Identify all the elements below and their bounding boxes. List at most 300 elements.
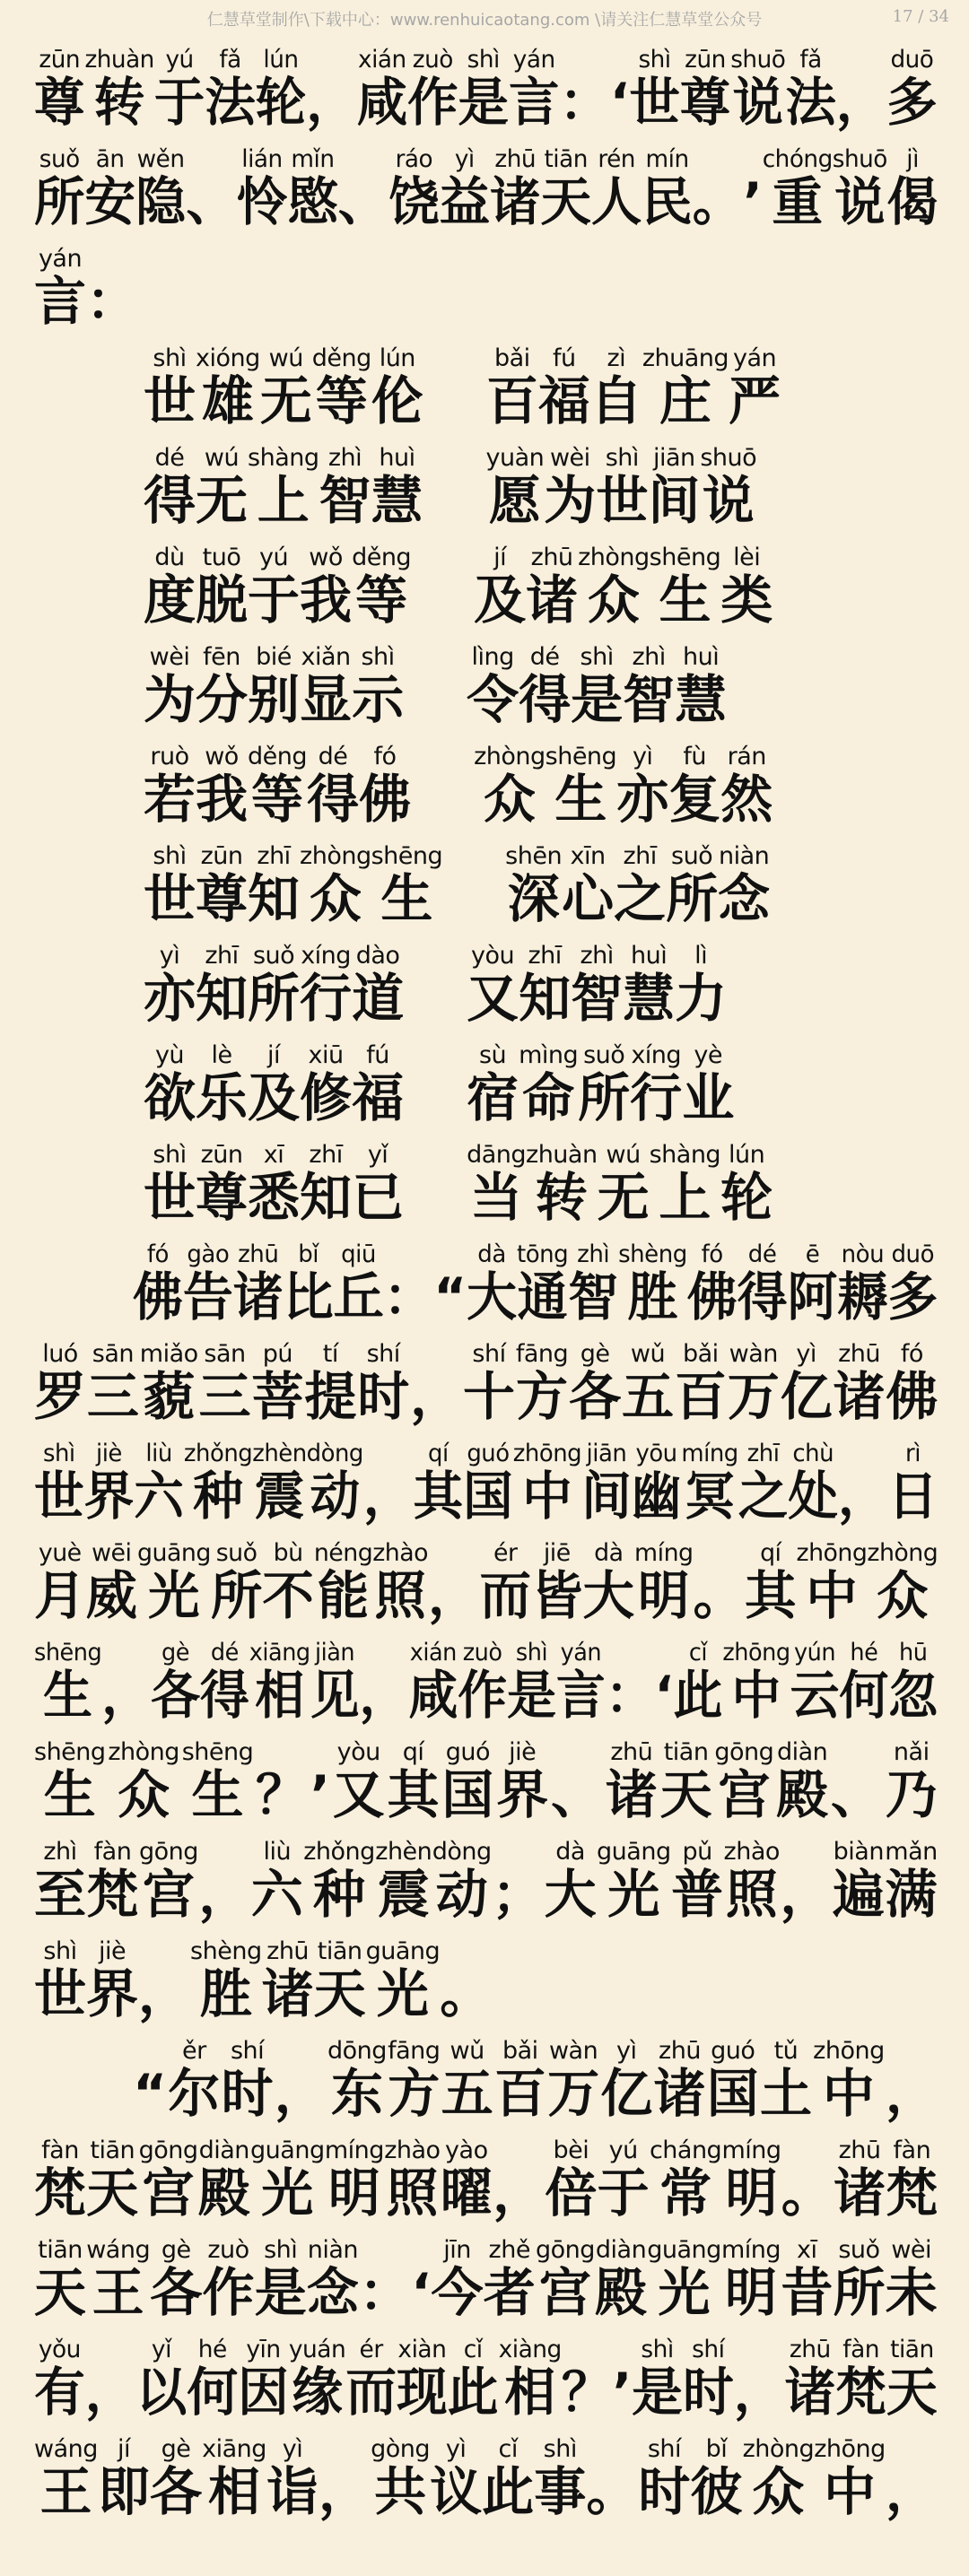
character-cell bbox=[407, 36, 458, 136]
hanzi-character: 所 bbox=[210, 1565, 263, 1626]
pinyin-annotation: wēi bbox=[92, 1539, 132, 1567]
pinyin-annotation: bù bbox=[273, 1539, 303, 1567]
pinyin-annotation: zhuàn bbox=[84, 46, 154, 74]
character-cell bbox=[540, 135, 590, 236]
hanzi-character: 世 bbox=[596, 470, 649, 531]
character-cell bbox=[887, 135, 938, 236]
pinyin-annotation: ān bbox=[95, 145, 125, 173]
character-cell bbox=[790, 1629, 840, 1729]
character-cell bbox=[190, 1928, 262, 2028]
pinyin-annotation: luó bbox=[42, 1340, 78, 1368]
character-cell bbox=[623, 633, 675, 734]
pinyin-annotation: wàn bbox=[729, 1340, 778, 1368]
hanzi-character: 众 bbox=[309, 868, 362, 929]
character-cell bbox=[310, 1728, 330, 1829]
pinyin-annotation: tiān bbox=[890, 2336, 934, 2363]
hanzi-character: 界 bbox=[86, 1963, 139, 2024]
pinyin-annotation: xíng bbox=[301, 942, 351, 970]
hanzi-character: 。 bbox=[781, 2163, 834, 2224]
pinyin-annotation: dé bbox=[154, 444, 185, 472]
character-cell bbox=[591, 135, 642, 236]
character-cell bbox=[307, 733, 359, 833]
hanzi-character: 光 bbox=[376, 1963, 429, 2024]
pinyin-annotation: pǔ bbox=[682, 1838, 712, 1866]
pinyin-annotation: xián bbox=[409, 1639, 457, 1667]
hanzi-character: 法 bbox=[205, 72, 256, 133]
hanzi-character: 修 bbox=[300, 1067, 353, 1128]
character-cell bbox=[222, 2027, 274, 2128]
pinyin-annotation: suǒ bbox=[838, 2236, 880, 2264]
pinyin-annotation: zuò bbox=[462, 1639, 502, 1667]
hanzi-character: 方 bbox=[388, 2063, 441, 2124]
pinyin-annotation: zhuāng bbox=[642, 344, 729, 372]
hanzi-character: 曜 bbox=[440, 2163, 493, 2224]
hanzi-character: 阿 bbox=[787, 1266, 838, 1327]
hanzi-character: 提 bbox=[304, 1366, 357, 1427]
pinyin-annotation: ruò bbox=[150, 743, 189, 770]
hanzi-character: 亿 bbox=[600, 2063, 653, 2124]
pinyin-annotation: fú bbox=[366, 1041, 389, 1069]
hanzi-character: 饶 bbox=[388, 171, 440, 232]
hanzi-character: 万 bbox=[547, 2063, 600, 2124]
hanzi-character: 遍 bbox=[832, 1864, 885, 1925]
character-cell bbox=[441, 2127, 493, 2227]
hanzi-character: ’ bbox=[612, 2362, 633, 2423]
pinyin-annotation: shí bbox=[692, 2336, 725, 2363]
pinyin-annotation: shì bbox=[543, 2435, 577, 2463]
character-cell bbox=[776, 1728, 828, 1829]
character-cell bbox=[388, 135, 439, 236]
hanzi-character: 丘 bbox=[333, 1266, 384, 1327]
character-cell bbox=[616, 733, 668, 833]
character-cell bbox=[144, 534, 196, 634]
pinyin-annotation: zhōng bbox=[813, 2037, 885, 2065]
hanzi-character: 力 bbox=[675, 968, 728, 1029]
hanzi-character: 间 bbox=[581, 1466, 632, 1527]
hanzi-character: 震 bbox=[254, 1466, 305, 1527]
text-line bbox=[34, 2127, 938, 2227]
character-cell bbox=[310, 1629, 360, 1729]
pinyin-annotation: dòng bbox=[306, 1440, 363, 1467]
pinyin-annotation: děng bbox=[248, 743, 308, 770]
hanzi-character: 何 bbox=[187, 2362, 239, 2423]
hanzi-character: 天 bbox=[540, 171, 591, 232]
character-cell bbox=[578, 1031, 630, 1132]
character-cell bbox=[496, 1728, 548, 1829]
character-cell bbox=[505, 832, 562, 933]
character-cell bbox=[474, 733, 546, 833]
pinyin-annotation: zhòng bbox=[300, 842, 371, 870]
hanzi-character: 菩 bbox=[251, 1366, 304, 1427]
pinyin-annotation: lì bbox=[694, 942, 708, 970]
pinyin-annotation: gòng bbox=[371, 2435, 431, 2463]
hanzi-character: 。 bbox=[693, 1565, 746, 1626]
hanzi-character: ： bbox=[605, 1665, 655, 1726]
hanzi-character: 、 bbox=[830, 1764, 883, 1825]
pinyin-annotation: shí bbox=[647, 2435, 681, 2463]
pinyin-annotation: jiè bbox=[509, 1738, 537, 1766]
pinyin-annotation: lún bbox=[379, 344, 415, 372]
character-cell bbox=[183, 1231, 233, 1331]
hanzi-character: 明 bbox=[725, 2163, 778, 2224]
text-line bbox=[34, 135, 938, 236]
hanzi-character: 相 bbox=[504, 2362, 556, 2423]
character-cell bbox=[486, 434, 545, 535]
character-cell bbox=[885, 1828, 937, 1928]
character-cell bbox=[300, 832, 371, 933]
hanzi-character: 佛 bbox=[359, 769, 412, 830]
pinyin-annotation bbox=[626, 1640, 633, 1667]
hanzi-character: 世 bbox=[629, 72, 680, 133]
hanzi-character: 、 bbox=[186, 171, 237, 232]
character-cell bbox=[728, 1330, 780, 1431]
text-line bbox=[34, 1330, 938, 1431]
character-cell bbox=[545, 2127, 597, 2227]
hanzi-character: 业 bbox=[682, 1067, 735, 1128]
character-cell bbox=[544, 434, 596, 535]
character-cell bbox=[680, 36, 730, 136]
pinyin-annotation: fó bbox=[373, 743, 397, 770]
hanzi-character: 示 bbox=[352, 669, 405, 730]
pinyin-annotation: shēng bbox=[649, 544, 721, 571]
character-cell bbox=[831, 1728, 883, 1829]
text-line bbox=[34, 235, 138, 335]
character-cell bbox=[867, 1529, 938, 1630]
character-cell bbox=[307, 1430, 363, 1530]
pinyin-annotation: xī bbox=[263, 1141, 284, 1169]
pinyin-annotation: yì bbox=[454, 145, 475, 173]
pinyin-annotation: zhě bbox=[488, 2236, 530, 2264]
character-cell bbox=[743, 135, 762, 236]
character-cell bbox=[256, 1728, 308, 1829]
hanzi-character: 中 bbox=[731, 1665, 781, 1726]
pinyin-annotation: zhào bbox=[384, 2137, 441, 2164]
pinyin-annotation: bèi bbox=[553, 2137, 589, 2164]
pinyin-annotation: tiān bbox=[38, 2236, 83, 2264]
pinyin-annotation: shēn bbox=[505, 842, 563, 870]
pinyin-annotation: xī bbox=[797, 2236, 817, 2264]
character-cell bbox=[886, 2027, 938, 2128]
hanzi-character: 佛 bbox=[686, 1266, 738, 1327]
pinyin-annotation: zhào bbox=[372, 1539, 429, 1567]
hanzi-character: 之 bbox=[738, 1466, 789, 1527]
character-cell bbox=[202, 2226, 254, 2327]
character-cell bbox=[814, 2425, 886, 2526]
hanzi-character: 乃 bbox=[885, 1764, 938, 1825]
hanzi-character: 尊 bbox=[196, 1167, 249, 1228]
pinyin-annotation bbox=[749, 146, 756, 173]
character-cell bbox=[571, 633, 623, 734]
pinyin-annotation bbox=[417, 2237, 424, 2264]
character-cell bbox=[516, 1330, 568, 1431]
hanzi-character: 福 bbox=[352, 1067, 405, 1128]
hanzi-character: 宫 bbox=[718, 1764, 771, 1825]
pinyin-annotation: wú bbox=[204, 444, 240, 472]
character-cell bbox=[738, 1231, 788, 1331]
character-cell bbox=[137, 1529, 211, 1630]
pinyin-annotation bbox=[616, 47, 624, 74]
pinyin-annotation: zhī bbox=[309, 1141, 343, 1169]
character-cell bbox=[547, 2027, 599, 2128]
hanzi-character: 咸 bbox=[408, 1665, 458, 1726]
hanzi-character: 月 bbox=[34, 1565, 86, 1626]
character-cell bbox=[352, 1031, 404, 1132]
hanzi-character: 时 bbox=[357, 1366, 410, 1427]
pinyin-annotation: diàn bbox=[595, 2236, 647, 2264]
hanzi-character: 六 bbox=[134, 1466, 184, 1527]
hanzi-character: 不 bbox=[262, 1565, 314, 1626]
pinyin-annotation: hé bbox=[850, 1639, 878, 1667]
pinyin-annotation: yán bbox=[733, 344, 777, 372]
hanzi-character: 生 bbox=[659, 570, 711, 631]
hanzi-character: 乐 bbox=[196, 1067, 249, 1128]
character-cell bbox=[34, 1529, 86, 1630]
character-cell bbox=[432, 1828, 492, 1928]
pinyin-annotation: zhì bbox=[327, 444, 362, 472]
hanzi-character: 是 bbox=[571, 669, 624, 730]
hanzi-character: 天 bbox=[34, 2262, 87, 2323]
character-cell bbox=[314, 1928, 366, 2028]
hanzi-character: 其 bbox=[745, 1565, 797, 1626]
hanzi-character: 欲 bbox=[144, 1067, 196, 1128]
pinyin-annotation bbox=[514, 1839, 521, 1866]
hanzi-character: ： bbox=[383, 1266, 434, 1327]
hanzi-character: 亦 bbox=[616, 769, 669, 830]
pinyin-annotation: mǐn bbox=[291, 145, 335, 173]
character-cell bbox=[187, 2326, 238, 2426]
character-cell bbox=[655, 1629, 674, 1729]
character-cell bbox=[536, 2226, 595, 2327]
header-watermark-text: 仁慧草堂制作\下载中心：www.renhuicaotang.com \请关注仁慧草堂公众号 bbox=[206, 11, 763, 30]
pinyin-annotation: guó bbox=[445, 1738, 490, 1766]
pinyin-annotation: suǒ bbox=[583, 1041, 625, 1069]
pinyin-annotation: yán bbox=[512, 46, 555, 74]
character-cell bbox=[650, 534, 721, 634]
character-cell bbox=[248, 434, 319, 535]
pinyin-annotation: dà bbox=[555, 1838, 585, 1866]
hanzi-character: 得 bbox=[144, 470, 196, 531]
character-cell bbox=[618, 1231, 687, 1331]
character-cell bbox=[448, 2326, 499, 2426]
pinyin-annotation: fú bbox=[553, 344, 576, 372]
pinyin-annotation: suǒ bbox=[671, 842, 713, 870]
hanzi-character: 令 bbox=[467, 669, 519, 730]
hanzi-character: 众 bbox=[587, 570, 640, 631]
pinyin-annotation: wèi bbox=[149, 643, 190, 671]
pinyin-annotation: bǎi bbox=[493, 344, 530, 372]
character-cell bbox=[196, 1131, 248, 1231]
character-cell bbox=[248, 733, 307, 833]
pinyin-annotation: zhōng bbox=[814, 2435, 886, 2463]
text-line bbox=[144, 335, 781, 435]
hanzi-character: 动 bbox=[310, 1466, 361, 1527]
text-line bbox=[34, 1529, 938, 1630]
character-cell bbox=[595, 2226, 647, 2327]
character-cell bbox=[634, 1529, 693, 1630]
pinyin-annotation: yì bbox=[159, 942, 180, 970]
hanzi-character: “ bbox=[133, 2063, 168, 2124]
pinyin-annotation: zhèn bbox=[252, 1440, 307, 1467]
pinyin-annotation bbox=[406, 1241, 413, 1268]
hanzi-character: 诸 bbox=[261, 1963, 314, 2024]
pinyin-annotation bbox=[618, 2337, 625, 2363]
character-cell bbox=[467, 1131, 526, 1231]
hanzi-character: 亦 bbox=[144, 968, 196, 1029]
hanzi-character: 而 bbox=[479, 1565, 532, 1626]
pinyin-annotation: shì bbox=[641, 2336, 674, 2363]
hanzi-character: 世 bbox=[34, 1466, 84, 1527]
hanzi-character: ： bbox=[359, 2262, 412, 2323]
pinyin-annotation: zhì bbox=[43, 1838, 77, 1866]
character-cell bbox=[300, 1031, 352, 1132]
hanzi-character: 震 bbox=[377, 1864, 430, 1925]
pinyin-annotation: cǐ bbox=[688, 1639, 708, 1667]
character-cell bbox=[384, 2127, 440, 2227]
pinyin-annotation: wèi bbox=[549, 444, 590, 472]
character-cell bbox=[683, 2326, 734, 2426]
hanzi-character: 咸 bbox=[356, 72, 408, 133]
character-cell bbox=[835, 2326, 886, 2426]
pinyin-annotation: mǎn bbox=[885, 1838, 938, 1866]
pinyin-annotation: zhū bbox=[610, 1738, 653, 1766]
pinyin-annotation: guó bbox=[467, 1440, 510, 1467]
hanzi-character: 中 bbox=[806, 1565, 858, 1626]
pinyin-annotation: fàn bbox=[93, 1838, 132, 1866]
character-cell bbox=[248, 534, 300, 634]
character-cell bbox=[526, 1131, 598, 1231]
character-cell bbox=[581, 1430, 632, 1530]
character-cell bbox=[694, 1529, 746, 1630]
character-cell bbox=[251, 1828, 303, 1928]
character-cell bbox=[414, 1430, 464, 1530]
hanzi-character: 见 bbox=[310, 1665, 360, 1726]
character-cell bbox=[411, 2226, 431, 2327]
hanzi-character: 何 bbox=[839, 1665, 889, 1726]
character-cell bbox=[199, 1330, 251, 1431]
hanzi-character: 慧 bbox=[623, 968, 676, 1029]
pinyin-annotation: xiāng bbox=[202, 2435, 266, 2463]
character-cell bbox=[833, 1828, 885, 1928]
pinyin-annotation: zhū bbox=[838, 2137, 881, 2164]
character-cell bbox=[590, 335, 642, 435]
character-cell bbox=[150, 2425, 202, 2526]
hanzi-character: 诸 bbox=[605, 1764, 658, 1825]
hanzi-character: 众 bbox=[483, 769, 536, 830]
hanzi-character: 智 bbox=[571, 968, 624, 1029]
hanzi-character: 作 bbox=[458, 1665, 508, 1726]
character-cell bbox=[531, 1529, 583, 1630]
pinyin-annotation: zhōng bbox=[722, 1639, 790, 1667]
pinyin-annotation: tuō bbox=[202, 544, 241, 571]
pinyin-annotation: wǒ bbox=[309, 544, 343, 571]
character-cell bbox=[408, 1629, 458, 1729]
character-cell bbox=[721, 2127, 781, 2227]
pinyin-annotation: xiāng bbox=[249, 1639, 310, 1667]
hanzi-character: 胜 bbox=[627, 1266, 678, 1327]
pinyin-annotation: hū bbox=[899, 1639, 928, 1667]
hanzi-character: 是 bbox=[254, 2262, 307, 2323]
text-line bbox=[144, 1131, 773, 1231]
character-cell bbox=[551, 1728, 603, 1829]
hanzi-character: 常 bbox=[659, 2163, 712, 2224]
pinyin-annotation: shì bbox=[264, 2236, 298, 2264]
character-cell bbox=[458, 1629, 507, 1729]
hanzi-character: ， bbox=[138, 1963, 191, 2024]
character-cell bbox=[729, 335, 781, 435]
pinyin-annotation: zhū bbox=[838, 1340, 880, 1368]
hanzi-character: ： bbox=[559, 72, 610, 133]
hanzi-character: 各 bbox=[569, 1366, 622, 1427]
character-cell bbox=[432, 2226, 484, 2327]
pinyin-annotation: guāng bbox=[597, 1838, 671, 1866]
character-cell bbox=[559, 36, 609, 136]
pinyin-annotation: huì bbox=[379, 444, 415, 472]
hanzi-character: 梵 bbox=[34, 2163, 87, 2224]
character-cell bbox=[101, 1629, 151, 1729]
hanzi-character: 说 bbox=[834, 171, 886, 232]
hanzi-character: 佛 bbox=[886, 1366, 938, 1427]
hanzi-character: 王 bbox=[39, 2461, 92, 2522]
hanzi-character: 知 bbox=[300, 1167, 353, 1228]
character-cell bbox=[334, 1231, 384, 1331]
hanzi-character: 明 bbox=[638, 1565, 690, 1626]
pinyin-annotation: sān bbox=[204, 1340, 246, 1368]
hanzi-character: 处 bbox=[788, 1466, 839, 1527]
hanzi-character: 众 bbox=[752, 2461, 805, 2522]
pinyin-annotation: yì bbox=[445, 2435, 467, 2463]
hanzi-character: 国 bbox=[463, 1466, 513, 1527]
pinyin-annotation: qí bbox=[402, 1738, 424, 1766]
pinyin-annotation: cǐ bbox=[498, 2435, 518, 2463]
pinyin-annotation: dà bbox=[477, 1240, 506, 1268]
character-cell bbox=[133, 1231, 183, 1331]
hanzi-character: ？ bbox=[561, 2362, 613, 2423]
character-cell bbox=[675, 633, 727, 734]
character-cell bbox=[154, 36, 205, 136]
pinyin-annotation: qiū bbox=[341, 1240, 376, 1268]
hanzi-character: 告 bbox=[182, 1266, 233, 1327]
hanzi-character: 为 bbox=[144, 669, 196, 730]
pinyin-annotation: shì bbox=[580, 643, 614, 671]
hanzi-character: 于 bbox=[153, 72, 205, 133]
character-cell bbox=[721, 2226, 781, 2327]
hanzi-character: 照 bbox=[386, 2163, 439, 2224]
hanzi-character: 福 bbox=[537, 370, 590, 431]
text-line bbox=[133, 2027, 938, 2128]
character-cell bbox=[196, 832, 248, 933]
hanzi-character: 。 bbox=[440, 1963, 493, 2024]
pinyin-annotation: guāng bbox=[365, 1937, 441, 1965]
hanzi-character: 之 bbox=[614, 868, 667, 929]
character-cell bbox=[306, 36, 356, 136]
character-cell bbox=[780, 1828, 832, 1928]
pinyin-annotation: bǎi bbox=[683, 1340, 719, 1368]
character-cell bbox=[352, 1131, 404, 1231]
pinyin-annotation: zuò bbox=[207, 2236, 249, 2264]
hanzi-character: 。 bbox=[692, 171, 744, 232]
pinyin-annotation: gè bbox=[162, 1639, 189, 1667]
character-cell bbox=[763, 135, 833, 236]
character-cell bbox=[720, 1131, 773, 1231]
hanzi-character: ， bbox=[359, 1665, 409, 1726]
hanzi-character: 众 bbox=[118, 1764, 170, 1825]
pinyin-annotation: yì bbox=[796, 1340, 816, 1368]
character-cell bbox=[314, 1529, 372, 1630]
pinyin-annotation: liù bbox=[263, 1838, 292, 1866]
character-cell bbox=[571, 932, 623, 1032]
character-cell bbox=[492, 1828, 544, 1928]
hanzi-character: 种 bbox=[313, 1864, 366, 1925]
